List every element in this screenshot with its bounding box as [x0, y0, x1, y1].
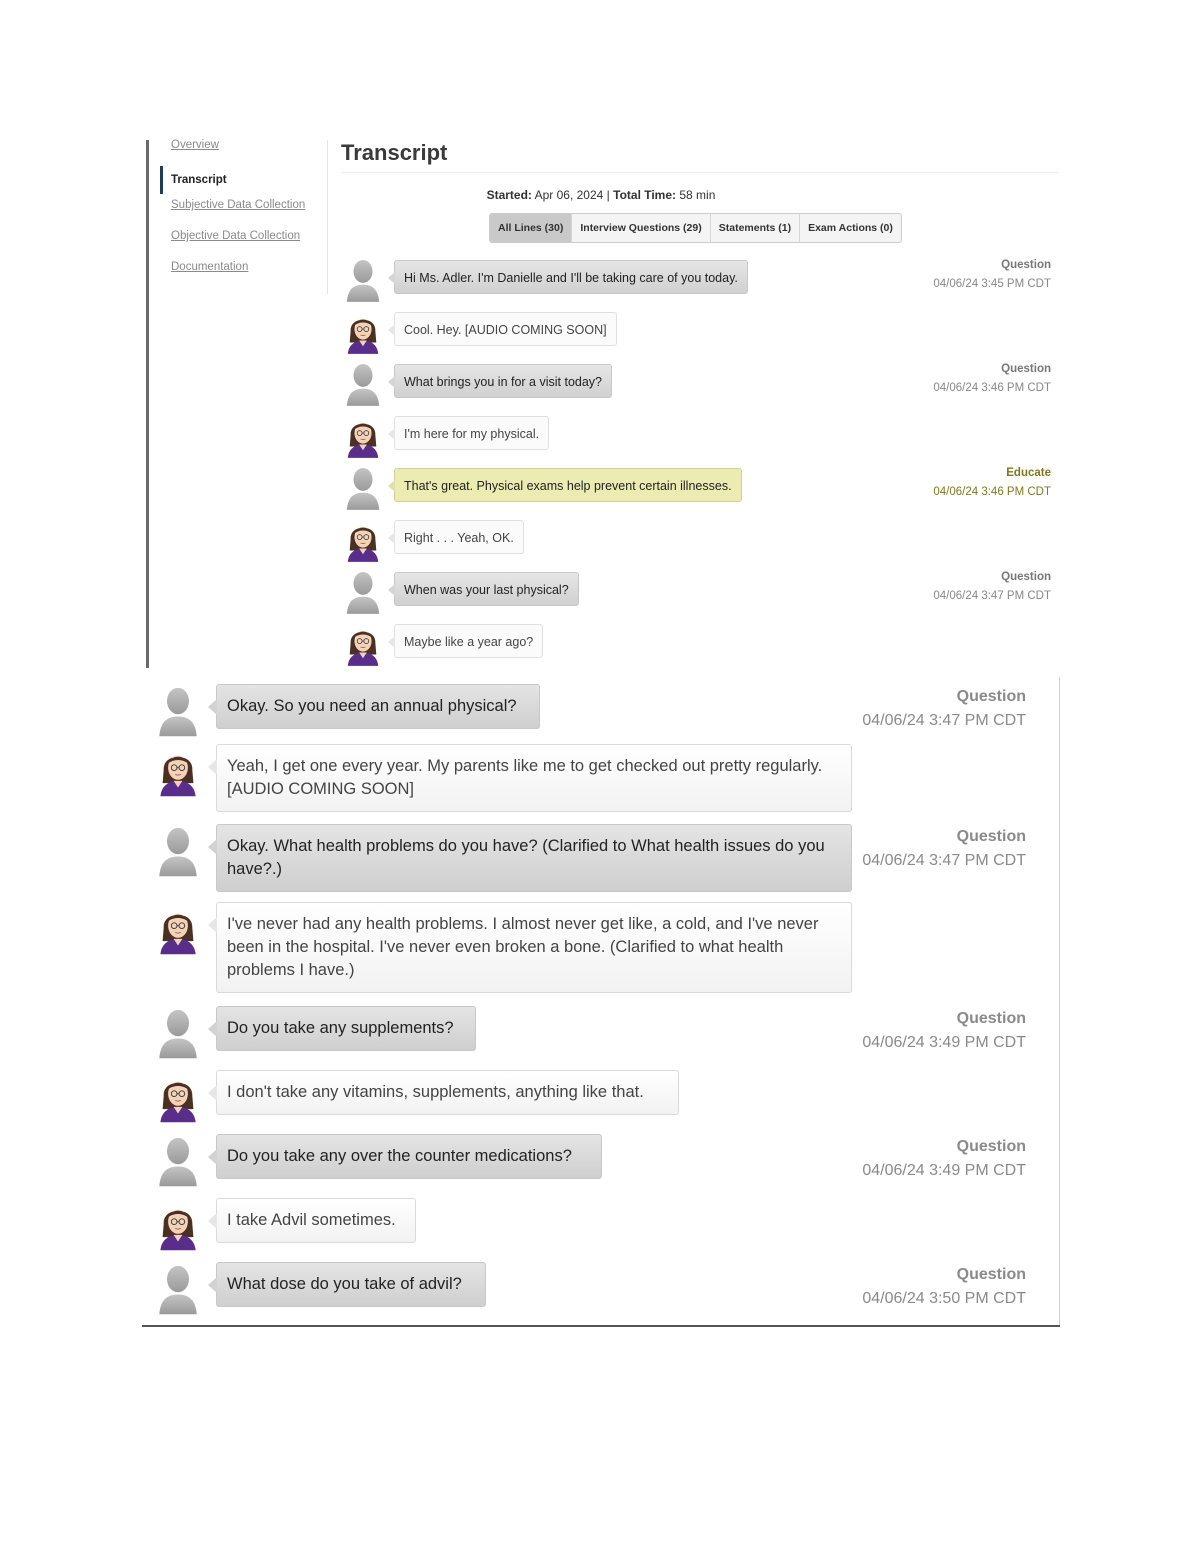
line-type-label: Question	[956, 1266, 1026, 1283]
line-timestamp: 04/06/24 3:49 PM CDT	[862, 1162, 1026, 1179]
patient-avatar-icon	[156, 903, 200, 955]
total-time-label: Total Time:	[613, 188, 677, 202]
student-message-bubble: When was your last physical?	[394, 572, 579, 606]
started-value: Apr 06, 2024	[534, 188, 604, 202]
side-nav	[160, 140, 328, 294]
student-avatar-icon	[156, 1263, 200, 1315]
line-meta	[933, 256, 1051, 294]
summary-separator: |	[606, 188, 610, 202]
student-avatar-icon	[344, 258, 382, 302]
line-type-label: Question	[1001, 571, 1051, 583]
tab-all-lines[interactable]: All Lines (30)	[490, 214, 572, 242]
student-message-bubble: Do you take any over the counter medications?	[216, 1134, 602, 1179]
line-timestamp: 04/06/24 3:46 PM CDT	[933, 486, 1051, 498]
transcript-row	[341, 360, 1051, 404]
filter-tabs	[489, 213, 902, 243]
session-summary	[341, 188, 861, 202]
line-meta	[933, 360, 1051, 398]
transcript-panel-bottom	[142, 677, 1060, 1327]
tab-statements[interactable]: Statements (1)	[711, 214, 800, 242]
student-avatar-icon	[156, 1007, 200, 1059]
nav-item-objective-data-collection[interactable]: Objective Data Collection	[171, 230, 301, 242]
patient-message-bubble: Yeah, I get one every year. My parents like me to get checked out pretty regularly. [AUDIO COMING SOON]	[216, 744, 852, 812]
transcript-row	[341, 516, 1051, 560]
line-timestamp: 04/06/24 3:47 PM CDT	[862, 852, 1026, 869]
patient-avatar-icon	[156, 1071, 200, 1123]
transcript-panel-top	[142, 140, 1060, 668]
tab-interview-questions[interactable]: Interview Questions (29)	[572, 214, 710, 242]
student-message-bubble: Okay. So you need an annual physical?	[216, 684, 540, 729]
transcript-row	[341, 568, 1051, 612]
patient-avatar-icon	[344, 622, 382, 666]
line-type-label: Educate	[1006, 467, 1051, 479]
tab-exam-actions[interactable]: Exam Actions (0)	[808, 222, 893, 234]
panel-left-border	[146, 140, 149, 668]
line-type-label: Question	[956, 828, 1026, 845]
line-timestamp: 04/06/24 3:47 PM CDT	[862, 712, 1026, 729]
line-type-label: Question	[1001, 259, 1051, 271]
line-timestamp: 04/06/24 3:45 PM CDT	[933, 278, 1051, 290]
line-type-label: Question	[1001, 363, 1051, 375]
line-meta	[862, 1007, 1026, 1055]
title-divider	[341, 172, 1059, 173]
page-title: Transcript	[341, 140, 448, 165]
nav-item-overview[interactable]: Overview	[171, 139, 219, 151]
student-message-bubble: What dose do you take of advil?	[216, 1262, 486, 1307]
panel-bottom-border	[142, 1325, 1060, 1327]
patient-message-bubble: I've never had any health problems. I almost never get like, a cold, and I've never been in the hospital. I've never even broken a bone. (Clarified to what health problems I have.)	[216, 902, 852, 993]
patient-avatar-icon	[156, 1199, 200, 1251]
transcript-row	[341, 412, 1051, 456]
student-avatar-icon	[344, 466, 382, 510]
patient-avatar-icon	[344, 310, 382, 354]
patient-message-bubble: Cool. Hey. [AUDIO COMING SOON]	[394, 312, 617, 346]
nav-item-subjective-data-collection[interactable]: Subjective Data Collection	[171, 199, 306, 211]
line-meta	[862, 1135, 1026, 1183]
transcript-row	[341, 256, 1051, 300]
total-time-value: 58 min	[679, 188, 716, 202]
started-label: Started:	[486, 188, 532, 202]
student-message-bubble: Hi Ms. Adler. I'm Danielle and I'll be taking care of you today.	[394, 260, 748, 294]
student-message-bubble: Do you take any supplements?	[216, 1006, 476, 1051]
line-meta	[933, 568, 1051, 606]
transcript-row	[341, 464, 1051, 508]
line-type-label: Question	[956, 1010, 1026, 1027]
student-message-bubble: That's great. Physical exams help prevent certain illnesses.	[394, 468, 742, 502]
line-type-label: Question	[956, 688, 1026, 705]
line-meta	[862, 685, 1026, 733]
transcript-row	[341, 620, 1051, 664]
student-avatar-icon	[156, 685, 200, 737]
student-message-bubble: Okay. What health problems do you have? (Clarified to What health issues do you have?.)	[216, 824, 852, 892]
line-timestamp: 04/06/24 3:47 PM CDT	[933, 590, 1051, 602]
patient-message-bubble: I'm here for my physical.	[394, 416, 549, 450]
patient-avatar-icon	[344, 518, 382, 562]
patient-message-bubble: Right . . . Yeah, OK.	[394, 520, 524, 554]
line-timestamp: 04/06/24 3:46 PM CDT	[933, 382, 1051, 394]
line-timestamp: 04/06/24 3:49 PM CDT	[862, 1034, 1026, 1051]
student-avatar-icon	[344, 570, 382, 614]
line-meta	[862, 1263, 1026, 1311]
patient-avatar-icon	[344, 414, 382, 458]
student-avatar-icon	[344, 362, 382, 406]
nav-item-documentation[interactable]: Documentation	[171, 261, 249, 273]
patient-message-bubble: Maybe like a year ago?	[394, 624, 543, 658]
line-meta	[862, 825, 1026, 873]
line-type-label: Question	[956, 1138, 1026, 1155]
nav-item-transcript[interactable]: Transcript	[160, 166, 327, 194]
student-avatar-icon	[156, 1135, 200, 1187]
patient-message-bubble: I don't take any vitamins, supplements, anything like that.	[216, 1070, 679, 1115]
patient-avatar-icon	[156, 745, 200, 797]
patient-message-bubble: I take Advil sometimes.	[216, 1198, 416, 1243]
transcript-row	[341, 308, 1051, 352]
line-meta	[933, 464, 1051, 502]
student-message-bubble: What brings you in for a visit today?	[394, 364, 612, 398]
line-timestamp: 04/06/24 3:50 PM CDT	[862, 1290, 1026, 1307]
student-avatar-icon	[156, 825, 200, 877]
panel-right-border	[1059, 677, 1060, 1327]
